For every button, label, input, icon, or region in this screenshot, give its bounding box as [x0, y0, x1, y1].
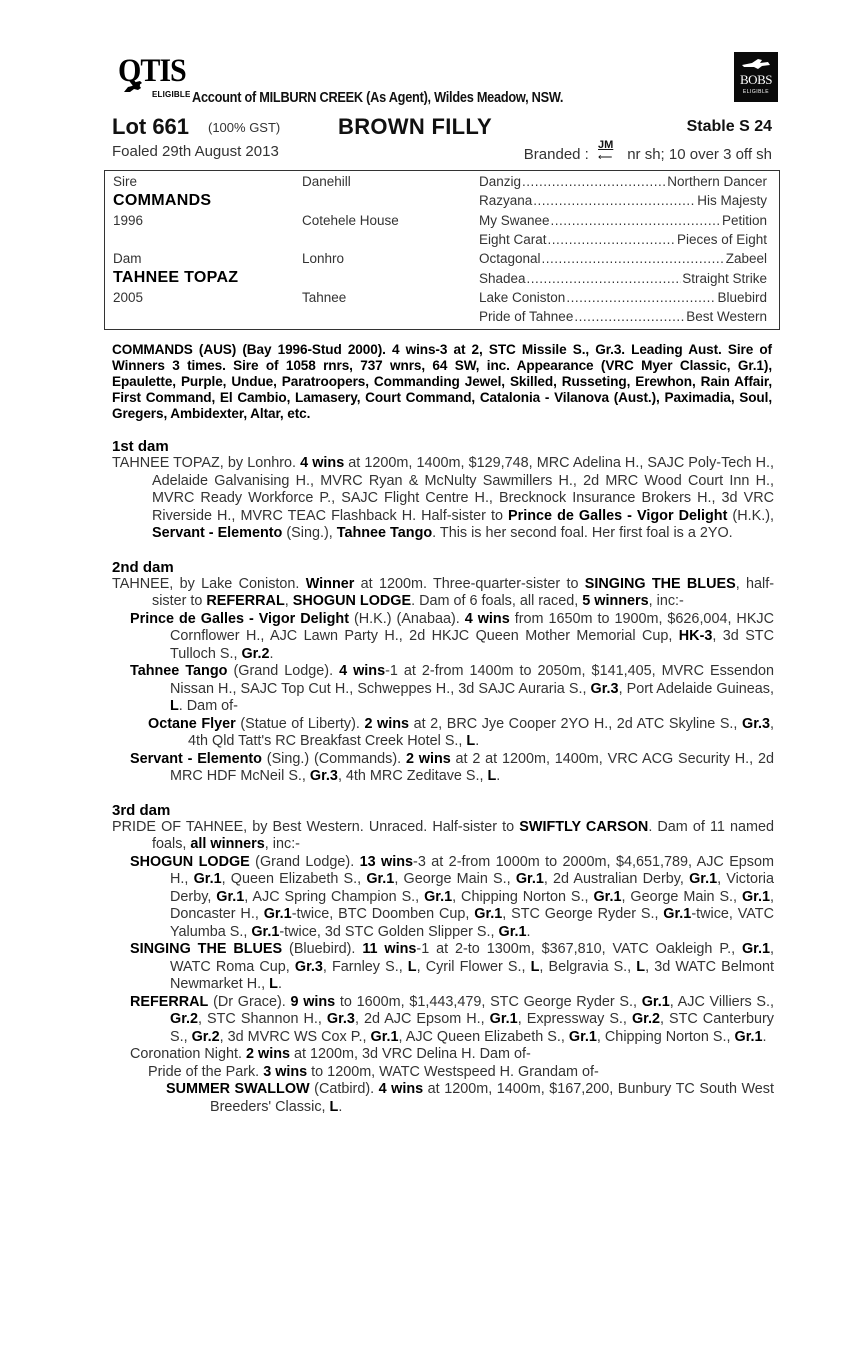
sire-name: COMMANDS — [113, 192, 212, 209]
dam-label: Dam — [113, 251, 142, 266]
text: TAHNEE TOPAZ, by Lonhro. — [112, 455, 301, 471]
bold-text: Gr.1 — [370, 1028, 399, 1045]
vendor-account: Account of MILBURN CREEK (As Agent), Wildes Meadow, NSW. — [192, 90, 564, 106]
bold-text: 9 wins — [290, 993, 336, 1010]
text: to 1600m, $1,443,479, STC George Ryder S., — [335, 993, 642, 1010]
horse-name: Servant - Elemento — [152, 525, 283, 541]
bold-text: 4 wins — [378, 1081, 424, 1097]
progeny-entry — [112, 1064, 774, 1082]
text: (H.K.), — [727, 507, 774, 524]
bold-text: Gr.1 — [741, 941, 770, 957]
header — [104, 50, 780, 108]
text: (Bluebird). — [282, 941, 363, 957]
text: (Sing.) (Commands). — [261, 750, 406, 767]
text: , inc:- — [264, 836, 300, 852]
dot-leader — [533, 193, 696, 208]
text: Coronation Night. — [130, 1046, 246, 1062]
bold-text: Gr.1 — [689, 871, 718, 887]
text: , Chipping Norton S., — [596, 1028, 735, 1045]
bold-text: Gr.1 — [193, 871, 222, 887]
first-dam-text — [112, 455, 774, 543]
text: , 3d STC Tulloch S., — [170, 628, 774, 662]
text: (Dr Grace). — [208, 993, 291, 1010]
dot-leader — [548, 232, 676, 247]
bold-text: Gr.1 — [734, 1028, 763, 1045]
text: , Cyril Flower S., — [416, 958, 531, 975]
text: . This is her second foal. Her first foal is a 2YO. — [432, 525, 733, 541]
text: . — [277, 976, 282, 992]
section-title: 2nd dam — [112, 558, 174, 576]
text: , 3d WATC Belmont Newmarket H., — [170, 958, 774, 992]
race-grade: L — [466, 733, 476, 749]
bold-text: Gr.1 — [741, 888, 770, 905]
text: . — [269, 645, 274, 662]
race-grade: L — [170, 698, 179, 714]
text: at 2, BRC Jye Cooper 2YO H., 2d ATC Skyline S., — [409, 715, 742, 732]
sire-dam: Cotehele House — [302, 213, 399, 228]
text: (Sing.), — [282, 525, 337, 541]
second-dam-intro — [112, 576, 774, 611]
bold-text: REFERRAL — [130, 993, 209, 1010]
text: , AJC Villiers S., — [669, 993, 774, 1010]
dam-dam: Tahnee — [302, 290, 347, 305]
dot-leader — [542, 251, 725, 266]
progeny-entry — [112, 941, 774, 994]
qtis-eligible-label: ELIGIBLE — [152, 90, 191, 99]
text: , half-sister to — [152, 575, 774, 609]
text: to 1200m, WATC Westspeed H. Grandam of- — [307, 1063, 599, 1080]
text: . Dam of 11 named foals, — [152, 818, 774, 852]
gst-note: (100% GST) — [208, 120, 281, 135]
foaled-row — [104, 140, 780, 166]
text: , George Main S., — [621, 888, 742, 905]
horse-name: SHOGUN LODGE — [292, 593, 412, 609]
text: , Farnley S., — [322, 958, 408, 975]
text: . Dam of- — [178, 698, 238, 714]
progeny-entry — [112, 854, 774, 942]
second-dam-section — [104, 559, 780, 786]
bold-text: Gr.3 — [326, 1011, 355, 1027]
bold-text: Gr.1 — [498, 923, 527, 940]
text: , STC Canterbury S., — [170, 1011, 774, 1045]
bold-text: L — [530, 958, 540, 975]
dot-leader — [566, 290, 716, 305]
dot-leader — [522, 174, 666, 189]
bold-text: Gr.2 — [631, 1011, 660, 1027]
text: , 2d Australian Derby, — [543, 871, 690, 887]
bold-text: Gr.1 — [641, 993, 670, 1010]
pedigree-table — [104, 170, 780, 330]
race-grade: Gr.3 — [742, 715, 771, 732]
text: , Victoria Derby, — [170, 871, 774, 905]
gen3-left: Shadea — [479, 271, 526, 286]
bold-text: L — [407, 958, 417, 975]
horse-name: SWIFTLY CARSON — [519, 818, 649, 835]
text: at 1200m. Three-quarter-sister to — [354, 575, 585, 592]
race-grade: L — [487, 768, 497, 784]
gen3-row — [479, 271, 767, 286]
gen3-left: Lake Coniston — [479, 290, 566, 305]
bold-text: 2 wins — [246, 1046, 290, 1062]
race-grade: Gr.3 — [309, 768, 338, 784]
bird-icon — [740, 57, 772, 71]
gen3-row — [479, 174, 767, 189]
progeny-entry — [112, 663, 774, 716]
text: Pride of the Park. — [148, 1063, 264, 1080]
wins-highlight: 4 wins — [339, 663, 386, 679]
text: , Doncaster H., — [170, 888, 774, 922]
horse-name: REFERRAL — [206, 593, 285, 609]
text: (Statue of Liberty). — [235, 715, 365, 732]
bold-text: Gr.1 — [593, 888, 622, 905]
lot-number: Lot 661 — [112, 114, 190, 139]
gen3-left: Danzig — [479, 174, 522, 189]
progeny-entry — [112, 1081, 774, 1116]
text: , AJC Queen Elizabeth S., — [398, 1028, 569, 1045]
horse-name: Tahnee Tango — [336, 525, 433, 541]
text: -twice, VATC Yalumba S., — [170, 906, 774, 940]
sire-summary: COMMANDS (AUS) (Bay 1996-Stud 2000). 4 wins-3 at 2, STC Missile S., Gr.3. Leading Aust. Sire of Winners 3 times. Sire of 1058 rnrs, 737 wnrs, 64 SW, inc. Appearance (VRC Myer Classic, Gr.1), Epaulette, Purple, Undue, Paratroopers, Commanding Jewel, Skilled, Russeting, Erewhon, Rain Affair, First Command, El Cambio, Lamasery, Court Command, Catalonia - Vilanova (Aust.), Paximadia, Soul, Gregers, Ambidexter, Altar, etc. — [112, 342, 772, 421]
bobs-logo — [734, 52, 778, 102]
horse-silhouette-icon — [122, 78, 148, 94]
bold-text: 13 wins — [359, 853, 414, 870]
text: , AJC Spring Champion S., — [244, 888, 425, 905]
text: , 4th Qld Tatt's RC Breakfast Creek Hotel S., — [188, 715, 775, 749]
bold-text: Gr.1 — [663, 906, 692, 922]
progeny-entry — [112, 611, 774, 664]
bold-text: Gr.1 — [489, 1011, 518, 1027]
gen3-row — [479, 213, 767, 228]
stable-number: Stable S 24 — [686, 118, 772, 135]
bold-text: L — [329, 1098, 339, 1115]
text: (H.K.) (Anabaa). — [349, 610, 465, 627]
gen3-left: Pride of Tahnee — [479, 309, 574, 324]
bold-text: Gr.2 — [191, 1028, 220, 1045]
gen3-right: His Majesty — [697, 193, 767, 208]
text: at 1200m, 3d VRC Delina H. Dam of- — [290, 1046, 531, 1062]
text: , 2d AJC Epsom H., — [354, 1011, 490, 1027]
text: -1 at 2-from 1400m to 2050m, $141,405, MVRC Essendon Nissan H., SAJC Top Cut H., Schweppes H., 3d SAJC Auraria S., — [170, 663, 774, 697]
text: , Queen Elizabeth S., — [221, 871, 367, 887]
text: -twice, 3d STC Golden Slipper S., — [279, 923, 499, 940]
bold-text: SUMMER SWALLOW — [166, 1081, 310, 1097]
horse-name: Prince de Galles - Vigor Delight — [130, 610, 349, 627]
gen3-right: Zabeel — [725, 251, 767, 266]
dot-leader — [574, 309, 685, 324]
text: . — [338, 1098, 343, 1115]
gen3-right: Northern Dancer — [667, 174, 767, 189]
text: . — [475, 733, 480, 749]
text: , STC Shannon H., — [198, 1011, 327, 1027]
foaled-date: Foaled 29th August 2013 — [112, 143, 279, 160]
text: , George Main S., — [394, 871, 516, 887]
race-grade: Gr.2 — [241, 645, 270, 662]
sire-sire: Danehill — [302, 174, 351, 189]
gen3-row — [479, 290, 767, 305]
branded-label: Branded : — [523, 146, 589, 163]
text: PRIDE OF TAHNEE, by Best Western. Unraced. Half-sister to — [112, 818, 520, 835]
gen3-row — [479, 232, 767, 247]
text: , 3d MVRC WS Cox P., — [219, 1028, 371, 1045]
dam-sire: Lonhro — [302, 251, 345, 266]
horse-name: Tahnee Tango — [130, 663, 228, 679]
bold-text: L — [269, 976, 278, 992]
text: . — [526, 923, 531, 940]
text: , — [284, 593, 293, 609]
gen3-right: Best Western — [686, 309, 767, 324]
text: . — [496, 768, 501, 784]
third-dam-section — [104, 802, 780, 1117]
bold-text: 3 wins — [263, 1063, 308, 1080]
bold-text: Gr.1 — [251, 923, 280, 940]
text: , Expressway S., — [517, 1011, 632, 1027]
text: (Grand Lodge). — [227, 663, 340, 679]
wins-highlight: 4 wins — [464, 610, 510, 627]
text: at 1200m, 1400m, $129,748, MRC Adelina H., SAJC Poly-Tech H., Adelaide Galvanising H., MVRC Ryan & McNulty Sawmillers H., 2d MRC Wood Court Inn H., MVRC Ready Workforce P., SAJC Flight Centre H., Brecknock Insurance Brokers H., 3d VRC Riverside H., MVRC TEAC Flashback H. Half-sister to — [152, 455, 774, 524]
dot-leader — [527, 271, 682, 286]
bold-text: SHOGUN LODGE — [130, 853, 250, 870]
progeny-entry — [112, 994, 774, 1047]
horse-name: SINGING THE BLUES — [584, 575, 736, 592]
brand-mark-icon — [597, 139, 617, 163]
text: at 2 at 1200m, 1400m, VRC ACG Security H., 2d MRC HDF McNeil S., — [170, 750, 774, 784]
bold-text: Gr.1 — [216, 888, 245, 905]
bobs-eligible-label: ELIGIBLE — [742, 89, 770, 95]
text: TAHNEE, by Lake Coniston. — [112, 575, 306, 592]
bobs-logo-text: BOBS — [740, 72, 772, 87]
text: (Catbird). — [309, 1081, 379, 1097]
gen3-row — [479, 251, 767, 266]
sire-year: 1996 — [113, 213, 144, 228]
gen3-row — [479, 193, 767, 208]
bold-text: Gr.1 — [366, 871, 395, 887]
wins-highlight: 5 winners — [582, 593, 649, 609]
wins-highlight: 2 wins — [405, 750, 451, 767]
race-grade: HK-3 — [678, 628, 713, 644]
gen3-right: Pieces of Eight — [676, 232, 767, 247]
bold-text: Gr.2 — [170, 1011, 199, 1027]
text: from 1650m to 1900m, $626,004, HKJC Cornflower H., AJC Lawn Party H., 2d HKJC Queen Mother Memorial Cup, — [170, 610, 775, 644]
dam-year: 2005 — [113, 290, 144, 305]
gen3-left: Octagonal — [479, 251, 541, 266]
gen3-left: Razyana — [479, 193, 533, 208]
section-title: 3rd dam — [112, 801, 171, 819]
horse-name: Servant - Elemento — [130, 750, 262, 767]
text: -1 at 2-to 1300m, $367,810, VATC Oakleigh P., — [416, 941, 742, 957]
wins-highlight: Winner — [305, 575, 355, 592]
qtis-logo-text: QTIS — [118, 52, 186, 89]
text: . — [762, 1028, 767, 1045]
text: -3 at 2-from 1000m to 2000m, $4,651,789, AJC Epsom H., — [170, 853, 774, 887]
lot-title: BROWN FILLY — [338, 114, 493, 139]
branded-detail: nr sh; 10 over 3 off sh — [627, 146, 772, 163]
sire-label: Sire — [113, 174, 138, 189]
bold-text: Gr.1 — [568, 1028, 597, 1045]
gen3-left: My Swanee — [479, 213, 550, 228]
horse-name: Prince de Galles - Vigor Delight — [508, 507, 728, 524]
lot-row — [104, 110, 780, 140]
bold-text: Gr.1 — [424, 888, 453, 905]
catalogue-page — [104, 50, 780, 1116]
gen3-right: Petition — [721, 213, 767, 228]
text: at 1200m, 1400m, $167,200, Bunbury TC South West Breeders' Classic, — [210, 1081, 774, 1115]
text: , WATC Roma Cup, — [170, 941, 774, 975]
dot-leader — [551, 213, 721, 228]
text: , 4th MRC Zeditave S., — [337, 768, 488, 784]
section-title: 1st dam — [112, 438, 169, 455]
qtis-logo — [114, 52, 200, 108]
text: , Chipping Norton S., — [452, 888, 594, 905]
wins-highlight: all winners — [190, 836, 265, 852]
wins-highlight: 4 wins — [300, 455, 345, 471]
progeny-entry — [112, 751, 774, 786]
horse-name: Octane Flyer — [148, 715, 236, 732]
bold-text: SINGING THE BLUES — [130, 941, 283, 957]
gen3-left: Eight Carat — [479, 232, 547, 247]
branded-info — [523, 139, 772, 163]
bold-text: L — [636, 958, 646, 975]
text: (Grand Lodge). — [249, 853, 360, 870]
first-dam-section — [104, 438, 780, 543]
text: , STC George Ryder S., — [502, 906, 664, 922]
gen3-right: Bluebird — [717, 290, 767, 305]
text: -twice, BTC Doomben Cup, — [291, 906, 475, 922]
brand-mark-letters: JM — [598, 139, 614, 151]
text: , inc:- — [648, 593, 684, 609]
brand-arrow-icon: ⟵ — [598, 152, 613, 163]
bold-text: 11 wins — [362, 941, 417, 957]
text: . Dam of 6 foals, all raced, — [411, 593, 583, 609]
progeny-entry — [112, 716, 774, 751]
gen3-right: Straight Strike — [682, 271, 767, 286]
gen3-row — [479, 309, 767, 324]
progeny-entry — [112, 1046, 774, 1064]
wins-highlight: 2 wins — [364, 715, 410, 732]
text: , Port Adelaide Guineas, — [618, 680, 774, 697]
third-dam-intro — [112, 819, 774, 854]
bold-text: Gr.1 — [474, 906, 503, 922]
bold-text: Gr.1 — [515, 871, 544, 887]
race-grade: Gr.3 — [590, 680, 619, 697]
dam-name: TAHNEE TOPAZ — [113, 269, 239, 286]
text: , Belgravia S., — [539, 958, 637, 975]
bold-text: Gr.3 — [294, 958, 323, 975]
bold-text: Gr.1 — [263, 906, 292, 922]
